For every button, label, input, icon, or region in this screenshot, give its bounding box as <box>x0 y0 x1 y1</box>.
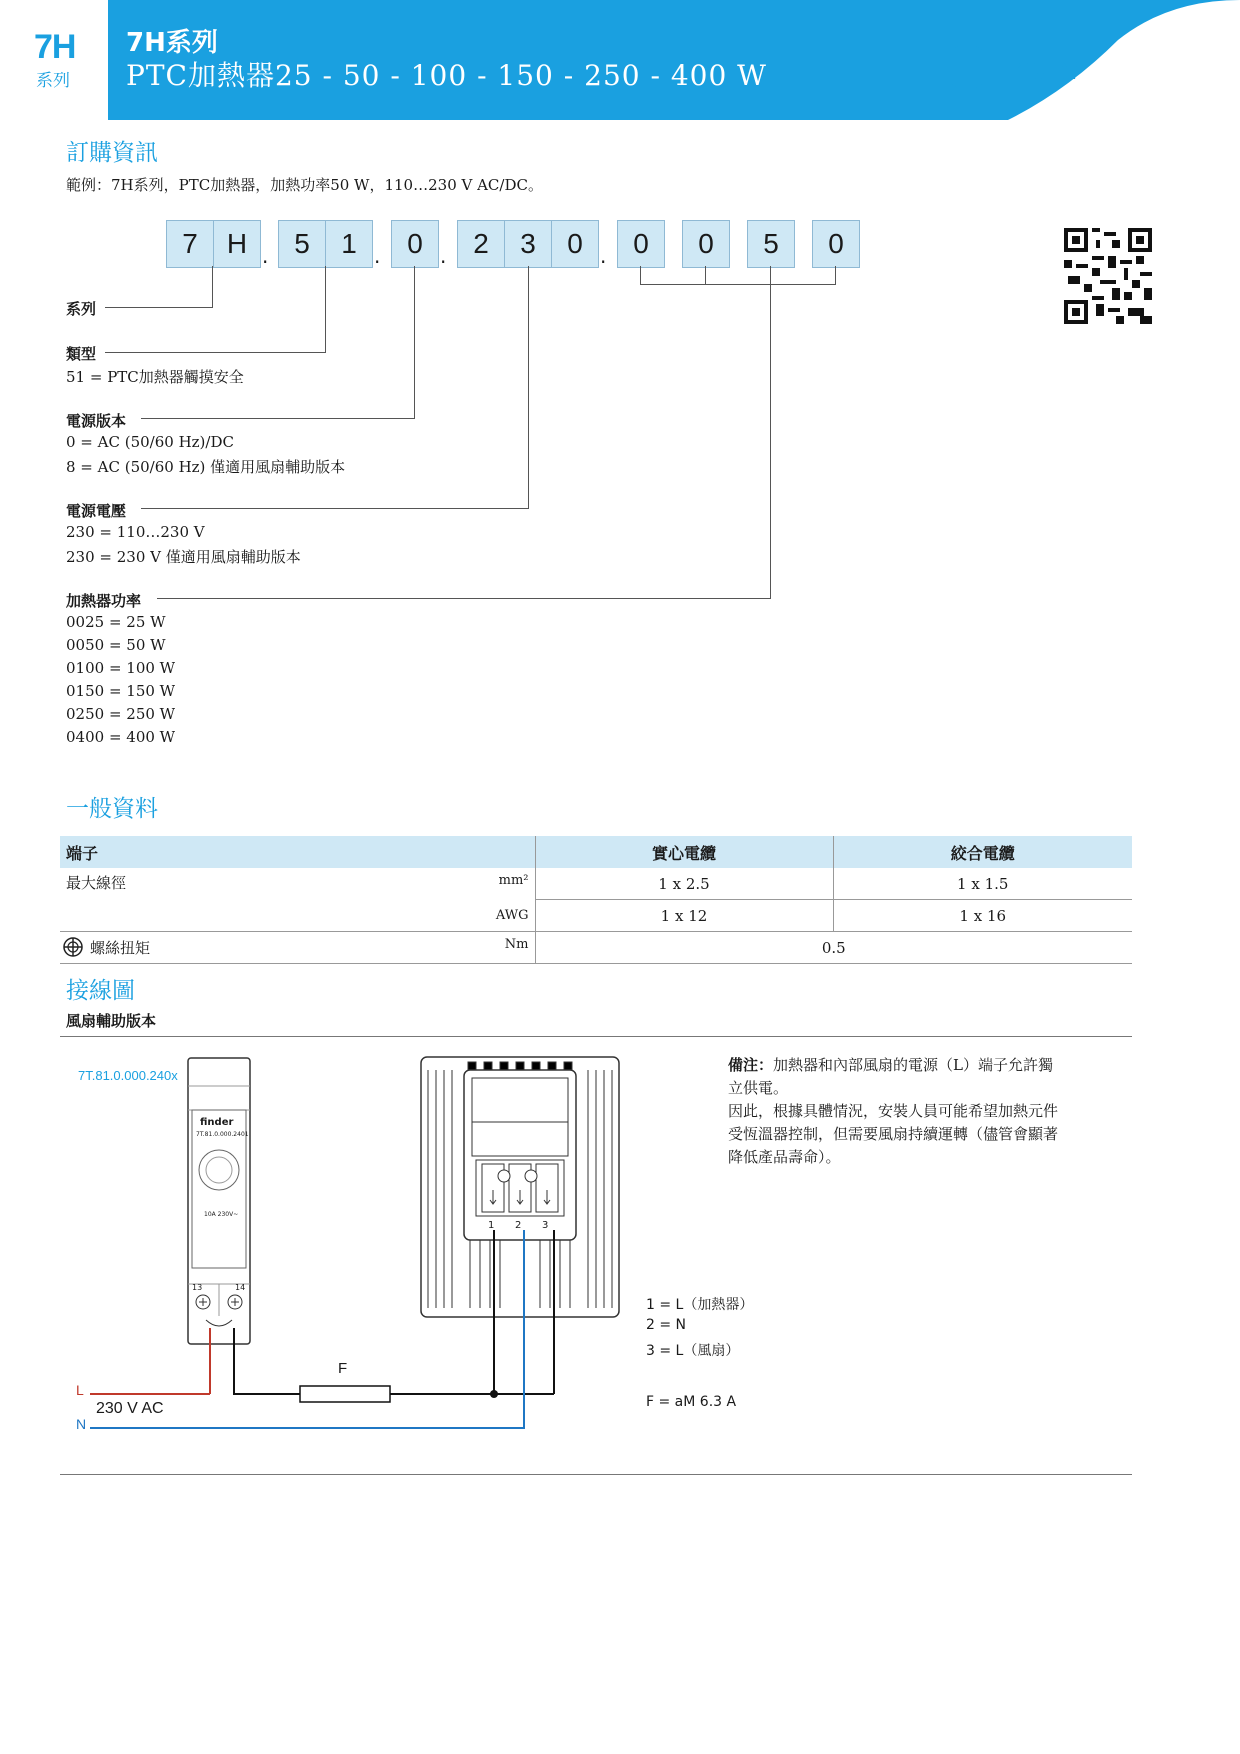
table-row <box>60 900 1132 932</box>
thermostat-code: 7T.81.0.000.240x <box>78 1068 178 1083</box>
leader-line <box>640 284 836 285</box>
leader-line <box>141 418 415 419</box>
cell-stranded: 1 x 16 <box>833 900 1132 932</box>
general-table <box>60 836 1132 964</box>
code-box: 5 <box>278 220 326 268</box>
leader-line <box>212 266 213 308</box>
cell-torque: 0.5 <box>535 932 1132 964</box>
code-separator: . <box>262 244 269 268</box>
N-label: N <box>76 1416 87 1432</box>
L-label: L <box>76 1382 84 1398</box>
power-value: 0150 = 150 W <box>66 682 176 700</box>
supply-voltage-label: 230 V AC <box>96 1400 164 1417</box>
terminal-14: 14 <box>235 1283 246 1292</box>
code-box: 0 <box>551 220 599 268</box>
leader-line <box>835 266 836 284</box>
leader-line <box>770 266 771 598</box>
header-title: 7H系列 <box>126 28 218 58</box>
code-box: 1 <box>325 220 373 268</box>
cell-solid: 1 x 12 <box>535 900 833 932</box>
type-label: 類型 <box>66 345 97 363</box>
col-solid: 實心電纜 <box>535 836 833 868</box>
series-sub: 系列 <box>36 71 70 91</box>
row-unit: AWG <box>60 900 535 932</box>
code-box: 0 <box>682 220 730 268</box>
row-label: 最大線徑 <box>66 874 127 892</box>
leader-line <box>105 307 213 308</box>
voltage-value: 230 = 230 V 僅適用風扇輔助版本 <box>66 548 301 566</box>
fuse-label: F <box>338 1360 348 1377</box>
heater-terminal: 3 <box>542 1220 549 1231</box>
finder-logo: finder <box>992 50 1081 86</box>
series-label: 系列 <box>66 300 97 318</box>
leader-line <box>325 266 326 353</box>
power-value: 0050 = 50 W <box>66 636 166 654</box>
row-unit: Nm <box>504 937 529 952</box>
table-row <box>60 868 1132 900</box>
code-separator: . <box>440 244 447 268</box>
power-value: 0100 = 100 W <box>66 659 176 677</box>
wiring-lines <box>60 1220 580 1430</box>
code-box: 0 <box>617 220 665 268</box>
leader-line <box>528 266 529 509</box>
leader-line <box>640 266 641 284</box>
note-line: 受恆溫器控制，但需要風扇持續運轉（儘管會顯著 <box>728 1125 1059 1143</box>
legend-item: 2 = N <box>646 1317 687 1333</box>
wiring-subheading: 風扇輔助版本 <box>66 1012 157 1030</box>
wiring-heading: 接線圖 <box>66 978 135 1004</box>
supply-label: 電源版本 <box>66 412 127 430</box>
qr-code <box>1064 228 1152 324</box>
code-box: 2 <box>457 220 505 268</box>
supply-value: 0 = AC (50/60 Hz)/DC <box>66 433 234 451</box>
code-separator: . <box>374 244 381 268</box>
terminal-13: 13 <box>192 1283 203 1292</box>
power-value: 0250 = 250 W <box>66 705 176 723</box>
code-box: H <box>213 220 261 268</box>
table-row <box>60 932 1132 964</box>
code-box: 7 <box>166 220 214 268</box>
thermostat-model: 7T.81.0.000.2401 <box>196 1131 249 1138</box>
finder-logo-icon <box>944 44 990 90</box>
power-label: 加熱器功率 <box>66 592 142 610</box>
supply-value: 8 = AC (50/60 Hz) 僅適用風扇輔助版本 <box>66 458 346 476</box>
note-line: 降低產品壽命）。 <box>728 1148 841 1166</box>
leader-line <box>414 266 415 419</box>
row-unit: mm² <box>498 873 529 888</box>
cell-solid: 1 x 2.5 <box>535 868 833 900</box>
code-box: 3 <box>504 220 552 268</box>
header-subtitle: PTC加熱器25 - 50 - 100 - 150 - 250 - 400 W <box>126 59 767 92</box>
ordering-example: 範例：7H系列，PTC加熱器，加熱功率50 W，110…230 V AC/DC。 <box>66 176 543 194</box>
leader-line <box>141 508 529 509</box>
divider <box>60 1036 1132 1037</box>
heater-terminal: 2 <box>515 1220 522 1231</box>
code-box: 5 <box>747 220 795 268</box>
heater-terminal: 1 <box>488 1220 495 1231</box>
screw-icon <box>62 936 84 958</box>
code-box: 0 <box>391 220 439 268</box>
thermostat-rating: 10A 230V~ <box>204 1211 239 1218</box>
leader-line <box>157 598 771 599</box>
power-value: 0400 = 400 W <box>66 728 176 746</box>
leader-line <box>105 352 326 353</box>
note-block <box>728 1054 1138 1169</box>
code-box: 0 <box>812 220 860 268</box>
power-value: 0025 = 25 W <box>66 613 166 631</box>
code-separator: . <box>600 244 607 268</box>
row-label: 螺絲扭矩 <box>90 939 151 957</box>
footer-divider <box>60 1474 1132 1475</box>
ordering-heading: 訂購資訊 <box>66 140 158 166</box>
type-value: 51 = PTC加熱器觸摸安全 <box>66 368 244 386</box>
note-line: 加熱器和內部風扇的電源（L）端子允許獨 <box>773 1056 1053 1074</box>
note-title: 備注： <box>728 1056 774 1074</box>
col-terminal: 端子 <box>60 836 535 868</box>
voltage-value: 230 = 110…230 V <box>66 523 205 541</box>
note-line: 因此，根據具體情況，安裝人員可能希望加熱元件 <box>728 1102 1059 1120</box>
leader-line <box>705 266 706 284</box>
cell-stranded: 1 x 1.5 <box>833 868 1132 900</box>
series-code: 7H <box>34 28 76 66</box>
note-line: 立供電。 <box>728 1079 789 1097</box>
col-stranded: 絞合電纜 <box>833 836 1132 868</box>
general-heading: 一般資料 <box>66 796 158 822</box>
legend-item: 1 = L（加熱器） <box>646 1297 754 1313</box>
legend-item: 3 = L（風扇） <box>646 1343 740 1359</box>
thermostat-brand: finder <box>200 1117 234 1128</box>
voltage-label: 電源電壓 <box>66 502 127 520</box>
fuse-spec: F = aM 6.3 A <box>646 1394 737 1410</box>
